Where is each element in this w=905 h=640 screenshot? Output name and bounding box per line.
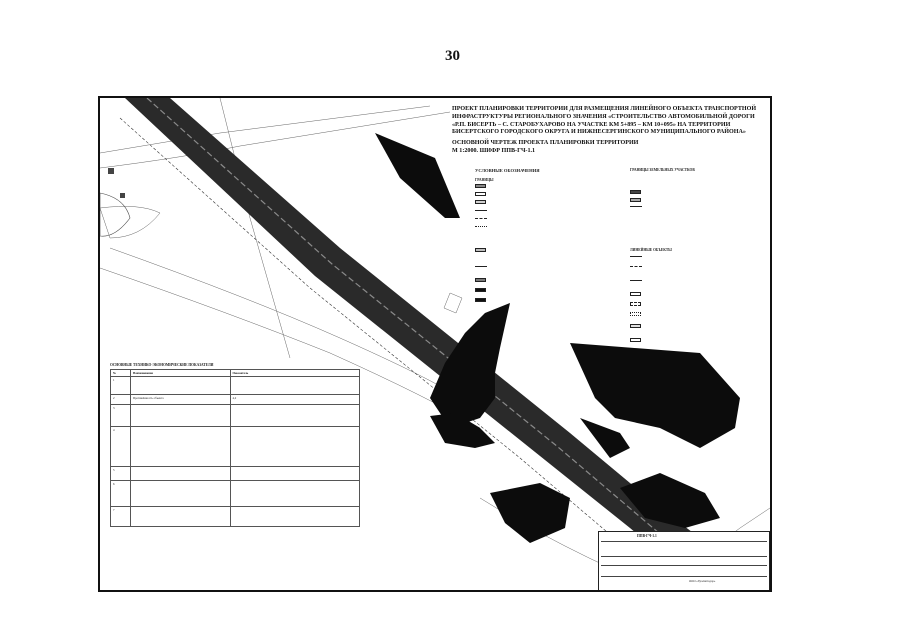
legend-item <box>475 248 585 252</box>
legend-item <box>475 218 585 219</box>
table-cell: Протяжённость объекта <box>130 395 230 405</box>
legend-item <box>475 210 585 211</box>
table-cell <box>130 405 230 427</box>
title-stamp <box>598 531 770 591</box>
table-cell <box>130 507 230 527</box>
legend <box>445 168 765 368</box>
legend-item <box>630 324 740 328</box>
spec-table-grid <box>110 369 360 527</box>
table-row <box>111 481 360 507</box>
page-number: 30 <box>445 48 460 64</box>
table-row <box>111 467 360 481</box>
legend-item <box>475 226 585 227</box>
legend-item <box>630 198 740 202</box>
table-row <box>111 377 360 395</box>
table-cell: 3 <box>111 405 131 427</box>
legend-item <box>630 266 740 267</box>
spec-col-header: Наименование <box>130 370 230 377</box>
table-row <box>111 405 360 427</box>
table-cell: 7 <box>111 507 131 527</box>
stamp-code: ППВ-ГЧ-1.1 <box>637 534 657 538</box>
planning-drawing-sheet <box>98 96 772 592</box>
legend-item <box>630 338 740 342</box>
legend-item <box>630 312 740 316</box>
table-cell <box>230 405 360 427</box>
table-cell: 4,2 <box>230 395 360 405</box>
table-row <box>111 507 360 527</box>
legend-item <box>475 278 585 282</box>
table-row <box>111 427 360 467</box>
legend-item <box>630 206 740 207</box>
table-cell <box>130 467 230 481</box>
legend-item <box>630 190 740 194</box>
table-row <box>111 395 360 405</box>
spec-col-header: № <box>111 370 131 377</box>
legend-item <box>630 302 740 306</box>
table-cell: 6 <box>111 481 131 507</box>
legend-item <box>475 266 585 267</box>
legend-item <box>475 288 585 292</box>
table-cell <box>230 467 360 481</box>
spec-col-header: Показатель <box>230 370 360 377</box>
legend-item <box>630 292 740 296</box>
table-cell <box>230 377 360 395</box>
legend-section-boundaries: ГРАНИЦЫ <box>475 178 494 182</box>
title-block <box>452 106 764 156</box>
spec-table-title: ОСНОВНЫЕ ТЕХНИКО-ЭКОНОМИЧЕСКИЕ ПОКАЗАТЕЛИ <box>110 363 214 367</box>
table-cell <box>230 481 360 507</box>
stamp-org: ООО «Уралавтодор» <box>689 579 716 583</box>
sheet-subtitle: ОСНОВНОЙ ЧЕРТЕЖ ПРОЕКТА ПЛАНИРОВКИ ТЕРРИТОРИИ <box>452 140 639 147</box>
legend-item <box>630 280 740 281</box>
sheet-scale: М 1:2000. ШИФР ППВ-ГЧ-1.1 <box>452 147 536 154</box>
legend-item <box>475 192 585 196</box>
legend-section-boundaries-right: ГРАНИЦЫ ЗЕМЕЛЬНЫХ УЧАСТКОВ <box>630 168 695 172</box>
sheet-title: ПРОЕКТ ПЛАНИРОВКИ ТЕРРИТОРИИ ДЛЯ РАЗМЕЩЕНИЯ ЛИНЕЙНОГО ОБЪЕКТА ТРАНСПОРТНОЙ ИНФРАСТРУКТУРЫ РЕГИОНАЛЬНОГО ЗНАЧЕНИЯ «СТРОИТЕЛЬСТВО АВТОМОБИЛЬНОЙ ДОРОГИ «Р.П. БИСЕРТЬ – С. СТАРОБУХАРОВО НА УЧАСТКЕ КМ 5+895 – КМ 10+095» НА ТЕРРИТОРИИ БИСЕРТСКОГО ГОРОДСКОГО ОКРУГА И НИЖНЕСЕРГИНСКОГО МУНИЦИПАЛЬНОГО РАЙОНА» <box>452 106 757 136</box>
table-cell: 1 <box>111 377 131 395</box>
table-cell <box>230 427 360 467</box>
legend-item <box>475 184 585 188</box>
legend-heading: УСЛОВНЫЕ ОБОЗНАЧЕНИЯ <box>475 168 540 173</box>
table-cell <box>130 377 230 395</box>
legend-item <box>475 298 585 302</box>
specification-table <box>110 363 360 538</box>
table-cell <box>130 427 230 467</box>
table-cell: 2 <box>111 395 131 405</box>
legend-item <box>475 200 585 204</box>
legend-section-lines: ЛИНЕЙНЫЕ ОБЪЕКТЫ <box>630 248 672 252</box>
table-cell: 4 <box>111 427 131 467</box>
table-cell: 5 <box>111 467 131 481</box>
table-cell <box>130 481 230 507</box>
parcel-area-south <box>490 483 570 543</box>
legend-item <box>630 256 740 257</box>
table-cell <box>230 507 360 527</box>
